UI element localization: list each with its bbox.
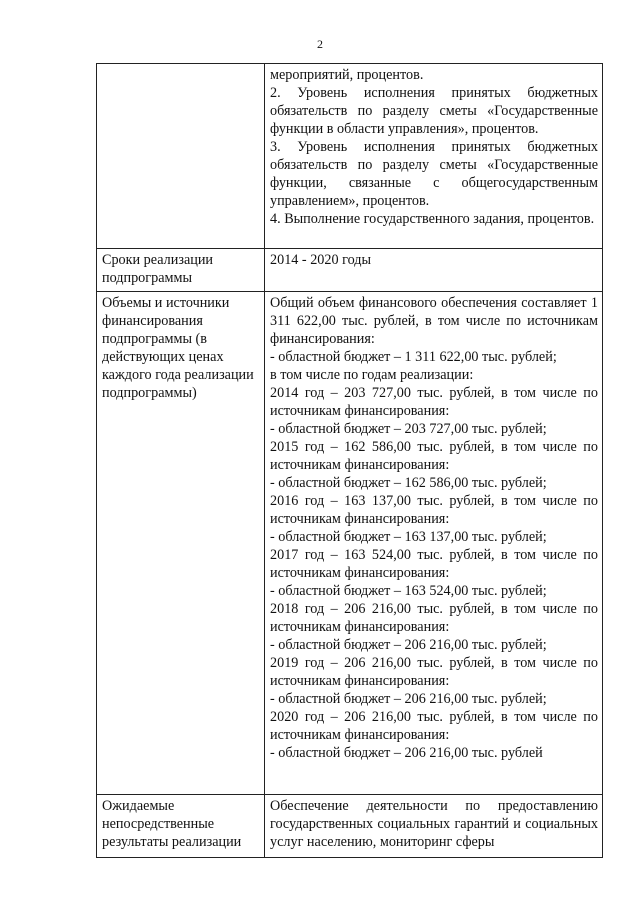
table-row <box>97 64 603 249</box>
paragraph: 2019 год – 206 216,00 тыс. рублей, в том числе по источникам финансирования: <box>270 655 598 689</box>
paragraph: - областной бюджет – 203 727,00 тыс. рублей; <box>270 421 547 437</box>
paragraph: в том числе по годам реализации: <box>270 367 474 383</box>
row-content <box>265 795 603 858</box>
table-row <box>97 292 603 795</box>
paragraph: 2018 год – 206 216,00 тыс. рублей, в том числе по источникам финансирования: <box>270 601 598 635</box>
paragraph: - областной бюджет – 163 137,00 тыс. рублей; <box>270 529 547 545</box>
paragraph: - областной бюджет – 162 586,00 тыс. рублей; <box>270 475 547 491</box>
paragraph: мероприятий, процентов. <box>270 67 424 83</box>
paragraph: 2020 год – 206 216,00 тыс. рублей, в том числе по источникам финансирования: <box>270 709 598 743</box>
paragraph: Общий объем финансового обеспечения составляет 1 311 622,00 тыс. рублей, в том числе по источникам финансирования: <box>270 295 598 347</box>
row-label: Сроки реализации подпрограммы <box>97 249 265 292</box>
table-row <box>97 249 603 292</box>
paragraph: - областной бюджет – 206 216,00 тыс. рублей; <box>270 691 547 707</box>
row-content <box>265 64 603 249</box>
paragraph: 4. Выполнение государственного задания, процентов. <box>270 211 595 227</box>
row-content <box>265 249 603 292</box>
paragraph: - областной бюджет – 206 216,00 тыс. рублей; <box>270 637 547 653</box>
paragraph: 2014 год – 203 727,00 тыс. рублей, в том числе по источникам финансирования: <box>270 385 598 419</box>
table-row <box>97 795 603 858</box>
paragraph: - областной бюджет – 206 216,00 тыс. рублей <box>270 745 543 761</box>
paragraph: - областной бюджет – 163 524,00 тыс. рублей; <box>270 583 547 599</box>
row-label <box>97 64 265 249</box>
paragraph: Обеспечение деятельности по предоставлению государственных социальных гарантий и социальных услуг населению, мониторинг сферы <box>270 798 598 850</box>
paragraph: 3. Уровень исполнения принятых бюджетных обязательств по разделу сметы «Государственные функции, связанные с общегосударственным управлением», процентов. <box>270 139 598 209</box>
row-label: Ожидаемые непосредственные результаты реализации <box>97 795 265 858</box>
paragraph: 2015 год – 162 586,00 тыс. рублей, в том числе по источникам финансирования: <box>270 439 598 473</box>
paragraph: 2017 год – 163 524,00 тыс. рублей, в том числе по источникам финансирования: <box>270 547 598 581</box>
paragraph: 2014 - 2020 годы <box>270 252 372 268</box>
row-label: Объемы и источники финансирования подпрограммы (в действующих ценах каждого года реализации подпрограммы) <box>97 292 265 795</box>
paragraph: 2016 год – 163 137,00 тыс. рублей, в том числе по источникам финансирования: <box>270 493 598 527</box>
row-content <box>265 292 603 795</box>
paragraph: - областной бюджет – 1 311 622,00 тыс. рублей; <box>270 349 557 365</box>
paragraph: 2. Уровень исполнения принятых бюджетных обязательств по разделу сметы «Государственные функции в области управления», процентов. <box>270 85 598 137</box>
page-number: 2 <box>317 37 323 51</box>
passport-table <box>96 63 603 858</box>
